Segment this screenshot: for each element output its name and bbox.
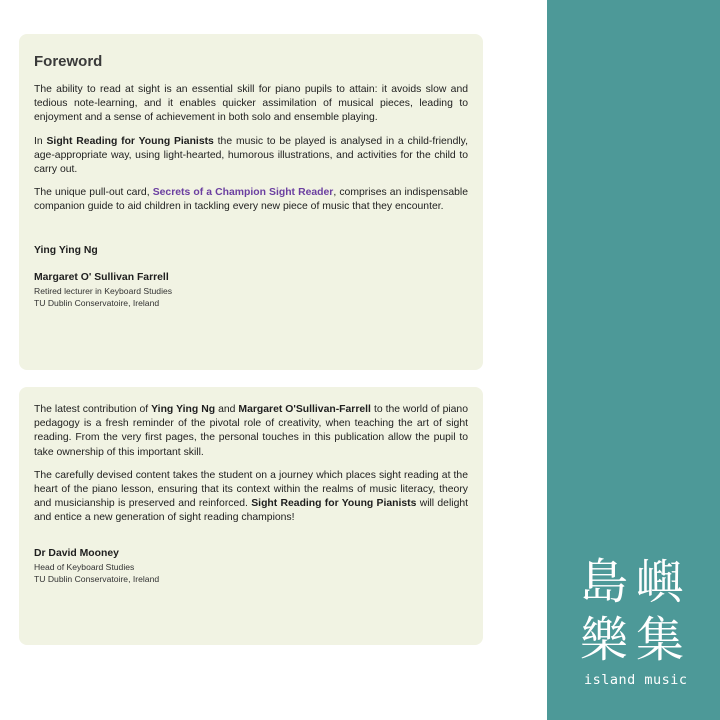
reviewer-organization: TU Dublin Conservatoire, Ireland <box>34 574 160 585</box>
foreword-card <box>19 34 483 370</box>
book-title: Sight Reading for Young Pianists <box>251 498 417 510</box>
foreword-paragraph-2: In Sight Reading for Young Pianists the music to be played is analysed in a child-friendly, age-appropriate way, using light-hearted, humorous illustrations, and activities for the child to carry out. <box>34 135 468 176</box>
book-title: Sight Reading for Young Pianists <box>46 135 214 147</box>
foreword-title: Foreword <box>34 53 103 70</box>
foreword-paragraph-1: The ability to read at sight is an essential skill for piano pupils to attain: it avoids slow and tedious note-learning, and it enables quicker assimilation of musical pieces, leading to enjoyment and a sense of achievement in both solo and ensemble playing. <box>34 84 468 124</box>
logo-wordmark: island music <box>584 672 688 688</box>
logo-char-2: 嶼 <box>636 554 685 610</box>
reviewer-role: Head of Keyboard Studies <box>34 561 135 572</box>
author-organization: TU Dublin Conservatoire, Ireland <box>34 298 160 309</box>
logo-char-4: 集 <box>636 612 685 668</box>
card-title-highlight: Secrets of a Champion Sight Reader <box>152 187 334 199</box>
foreword-paragraph-3: The unique pull-out card, Secrets of a Champion Sight Reader, comprises an indispensable companion guide to aid children in tackling every new piece of music that they encounter. <box>34 187 469 213</box>
review-paragraph-2: The carefully devised content takes the student on a journey which places sight reading at the heart of the piano lesson, ensuring that its context within the realms of music literacy, theory and musicianship is preserved and reinforced. Sight Reading for Young Pianists will delight and entice a new generation of sight reading champions! <box>34 469 469 524</box>
author-name-1: Ying Ying Ng <box>34 244 98 256</box>
review-card <box>19 387 483 645</box>
review-paragraph-1: The latest contribution of Ying Ying Ng and Margaret O'Sullivan-Farrell to the world of piano pedagogy is a fresh reminder of the pivotal role of creativity, when teaching the art of sight reading. From the very first pages, the personal touches in this publication allow the pupil to take ownership of this important skill. <box>34 404 468 458</box>
logo-char-1: 島 <box>580 554 629 610</box>
logo-char-3: 樂 <box>580 612 629 668</box>
reviewer-name: Dr David Mooney <box>34 547 119 559</box>
author-name-2: Margaret O' Sullivan Farrell <box>34 271 169 283</box>
island-music-logo <box>578 556 698 696</box>
author-role: Retired lecturer in Keyboard Studies <box>34 285 173 296</box>
